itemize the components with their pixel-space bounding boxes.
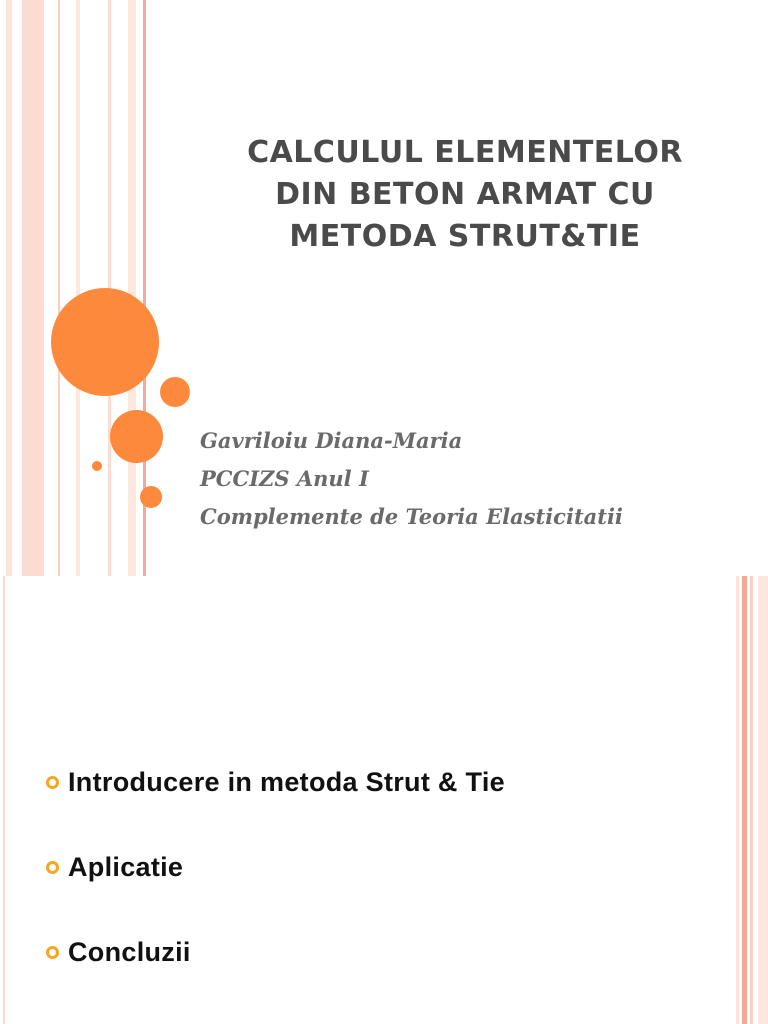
title-line: DIN BETON ARMAT CU — [275, 177, 655, 212]
author-name: Gavriloiu Diana-Maria — [200, 428, 463, 453]
list-item — [46, 762, 706, 802]
decorative-stripe — [76, 0, 80, 576]
slide-subtitle — [200, 422, 720, 536]
decorative-stripe — [3, 576, 5, 1024]
decorative-stripe — [58, 0, 60, 576]
decorative-circle-tiny — [92, 461, 102, 471]
list-item — [46, 847, 706, 887]
program-year: PCCIZS Anul I — [200, 466, 369, 491]
list-item — [46, 932, 706, 972]
contents-slide — [0, 576, 768, 1024]
decorative-stripe — [22, 0, 44, 576]
course-name: Complemente de Teoria Elasticitatii — [200, 504, 623, 529]
decorative-circle-medium — [110, 410, 163, 463]
title-line: CALCULUL ELEMENTELOR — [247, 135, 683, 170]
decorative-circle-large — [51, 288, 159, 396]
slide-title — [190, 132, 740, 258]
title-line: METODA STRUT&TIE — [289, 219, 641, 254]
decorative-stripe — [750, 576, 753, 1024]
bullet-text: Introducere in metoda Strut & Tie — [68, 766, 505, 797]
bullet-text: Aplicatie — [68, 851, 184, 882]
bullet-ring-icon — [46, 946, 59, 959]
decorative-stripe — [736, 576, 739, 1024]
bullet-text: Concluzii — [68, 936, 191, 967]
decorative-circle-small — [160, 377, 190, 407]
bullet-ring-icon — [46, 776, 59, 789]
decorative-stripe — [742, 576, 747, 1024]
decorative-circle-small — [140, 486, 162, 508]
decorative-stripe — [128, 0, 136, 576]
bullet-ring-icon — [46, 861, 59, 874]
decorative-stripe — [6, 0, 12, 576]
bullet-list — [46, 762, 706, 1017]
decorative-stripe — [758, 576, 768, 1024]
